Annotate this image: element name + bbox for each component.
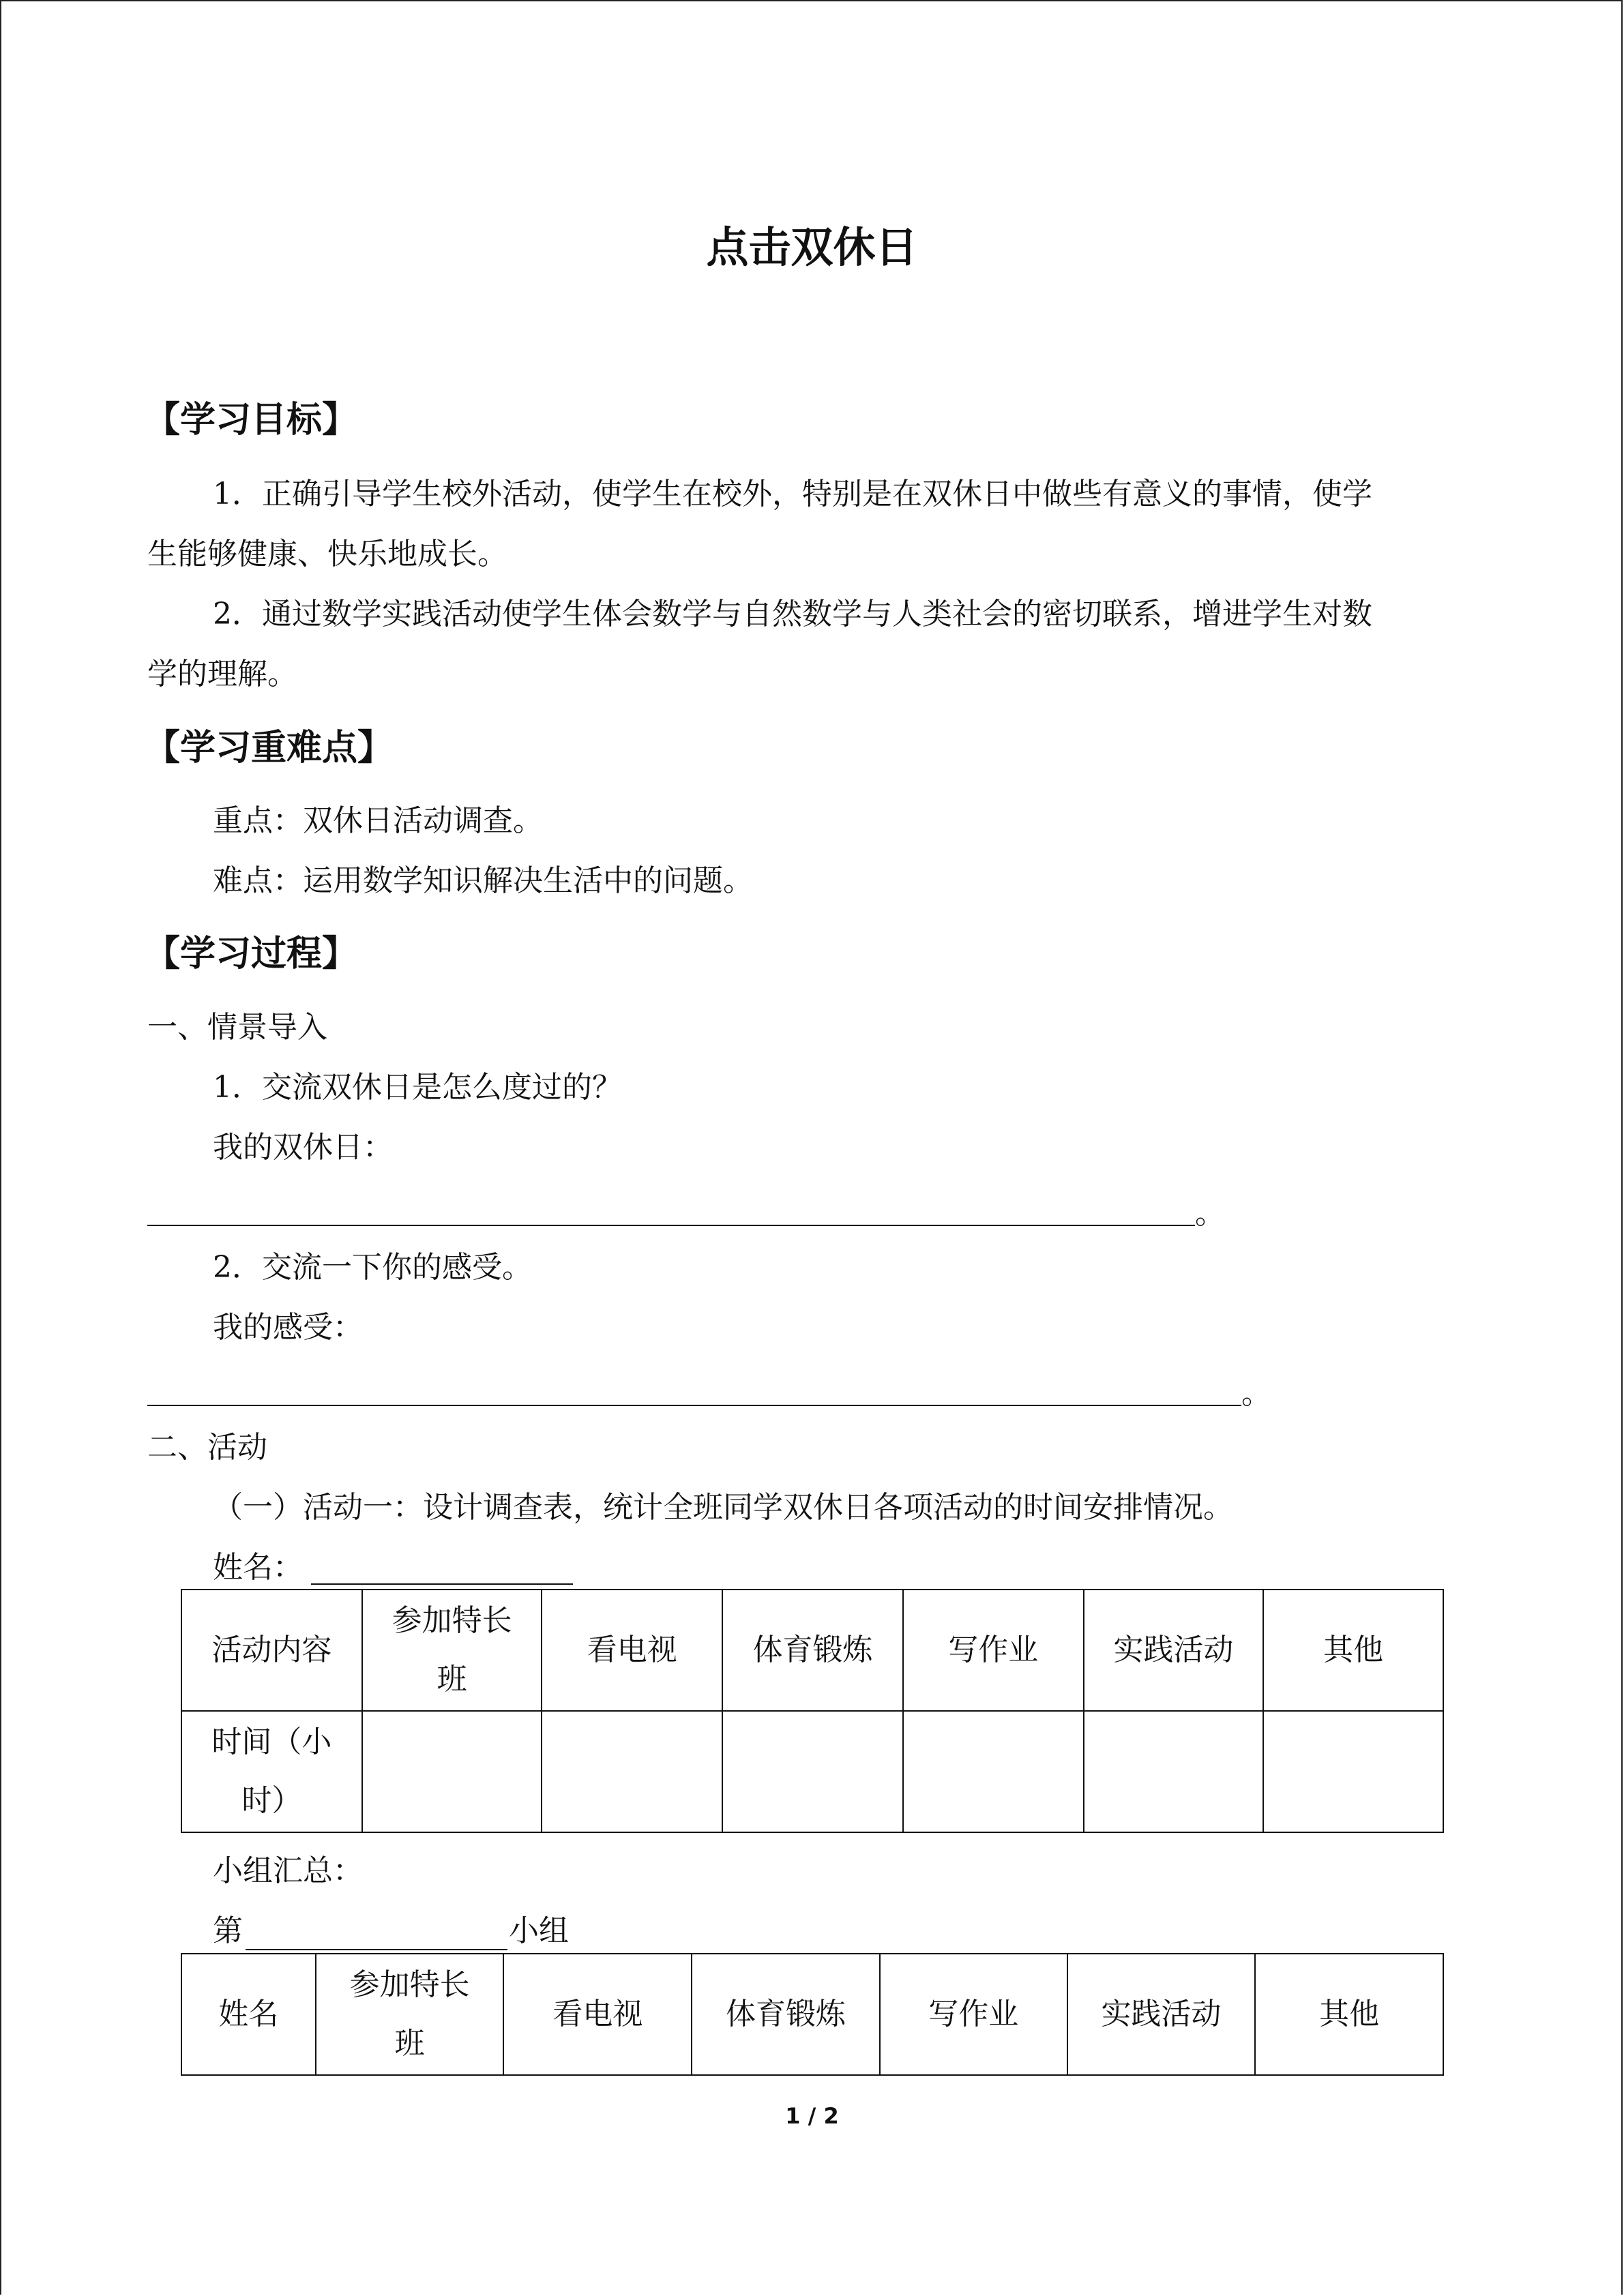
header-tv: 看电视 <box>542 1590 722 1711</box>
header-sports: 体育锻炼 <box>722 1590 903 1711</box>
goal1-line1: 1．正确引导学生校外活动，使学生在校外，特别是在双休日中做些有意义的事情，使学 <box>213 477 1372 511</box>
answer-line-feeling[interactable] <box>147 1405 1241 1406</box>
survey-header-row <box>181 1590 1443 1711</box>
g-header-special-class-line2: 班 <box>394 2026 425 2061</box>
question-2: 2．交流一下你的感受。 <box>213 1250 532 1285</box>
my-feeling-label: 我的感受： <box>213 1310 363 1345</box>
goals-heading: 【学习目标】 <box>145 400 358 441</box>
g-header-special-class-line1: 参加特长 <box>349 1967 470 2002</box>
group-suffix: 小组 <box>509 1913 569 1948</box>
time-cell-sports[interactable] <box>722 1711 903 1832</box>
header-other: 其他 <box>1263 1590 1443 1711</box>
g-header-homework: 写作业 <box>880 1954 1067 2075</box>
period-1: 。 <box>1195 1196 1225 1231</box>
name-label: 姓名： <box>213 1550 303 1585</box>
group-summary-label: 小组汇总： <box>213 1853 363 1888</box>
g-header-practice: 实践活动 <box>1067 1954 1256 2075</box>
row-label-time-line2: 时） <box>241 1783 302 1818</box>
hard-point: 难点：运用数学知识解决生活中的问题。 <box>213 863 753 898</box>
key-point: 重点：双休日活动调查。 <box>213 803 543 838</box>
time-cell-homework[interactable] <box>903 1711 1084 1832</box>
page-number: 1 / 2 <box>785 2103 839 2129</box>
group-prefix: 第 <box>213 1913 243 1948</box>
part1-heading: 一、情景导入 <box>147 1010 327 1045</box>
my-weekend-label: 我的双休日： <box>213 1130 393 1165</box>
key-heading: 【学习重难点】 <box>145 728 394 769</box>
g-header-name: 姓名 <box>181 1954 316 2075</box>
row-label-time-line1: 时间（小 <box>211 1725 332 1759</box>
time-cell-practice[interactable] <box>1084 1711 1264 1832</box>
part2-heading: 二、活动 <box>147 1430 267 1465</box>
g-header-special-class <box>316 1954 504 2075</box>
name-blank[interactable] <box>311 1583 573 1585</box>
survey-time-row <box>181 1711 1443 1832</box>
goal2-line2: 学的理解。 <box>147 657 297 691</box>
process-heading: 【学习过程】 <box>145 934 358 974</box>
activity1-text: （一）活动一：设计调查表，统计全班同学双休日各项活动的时间安排情况。 <box>213 1490 1233 1525</box>
time-cell-other[interactable] <box>1263 1711 1443 1832</box>
goal1-line2: 生能够健康、快乐地成长。 <box>147 537 507 571</box>
group-number-blank[interactable] <box>246 1949 507 1950</box>
period-2: 。 <box>1241 1376 1271 1411</box>
goal2-line1: 2．通过数学实践活动使学生体会数学与自然数学与人类社会的密切联系，增进学生对数 <box>213 597 1372 631</box>
header-special-class-line2: 班 <box>437 1662 467 1697</box>
g-header-tv: 看电视 <box>503 1954 692 2075</box>
time-cell-tv[interactable] <box>542 1711 722 1832</box>
survey-table <box>181 1589 1444 1833</box>
header-activity-content: 活动内容 <box>181 1590 362 1711</box>
row-label-time <box>181 1711 362 1832</box>
g-header-sports: 体育锻炼 <box>692 1954 880 2075</box>
time-cell-special-class[interactable] <box>362 1711 542 1832</box>
g-header-other: 其他 <box>1255 1954 1443 2075</box>
group-header-row <box>181 1954 1443 2075</box>
header-homework: 写作业 <box>903 1590 1084 1711</box>
question-1: 1．交流双休日是怎么度过的？ <box>213 1070 622 1105</box>
header-practice: 实践活动 <box>1084 1590 1264 1711</box>
group-table <box>181 1953 1444 2076</box>
header-special-class-line1: 参加特长 <box>392 1603 512 1638</box>
page-title: 点击双休日 <box>706 222 918 272</box>
answer-line-weekend[interactable] <box>147 1225 1195 1226</box>
header-special-class <box>362 1590 542 1711</box>
